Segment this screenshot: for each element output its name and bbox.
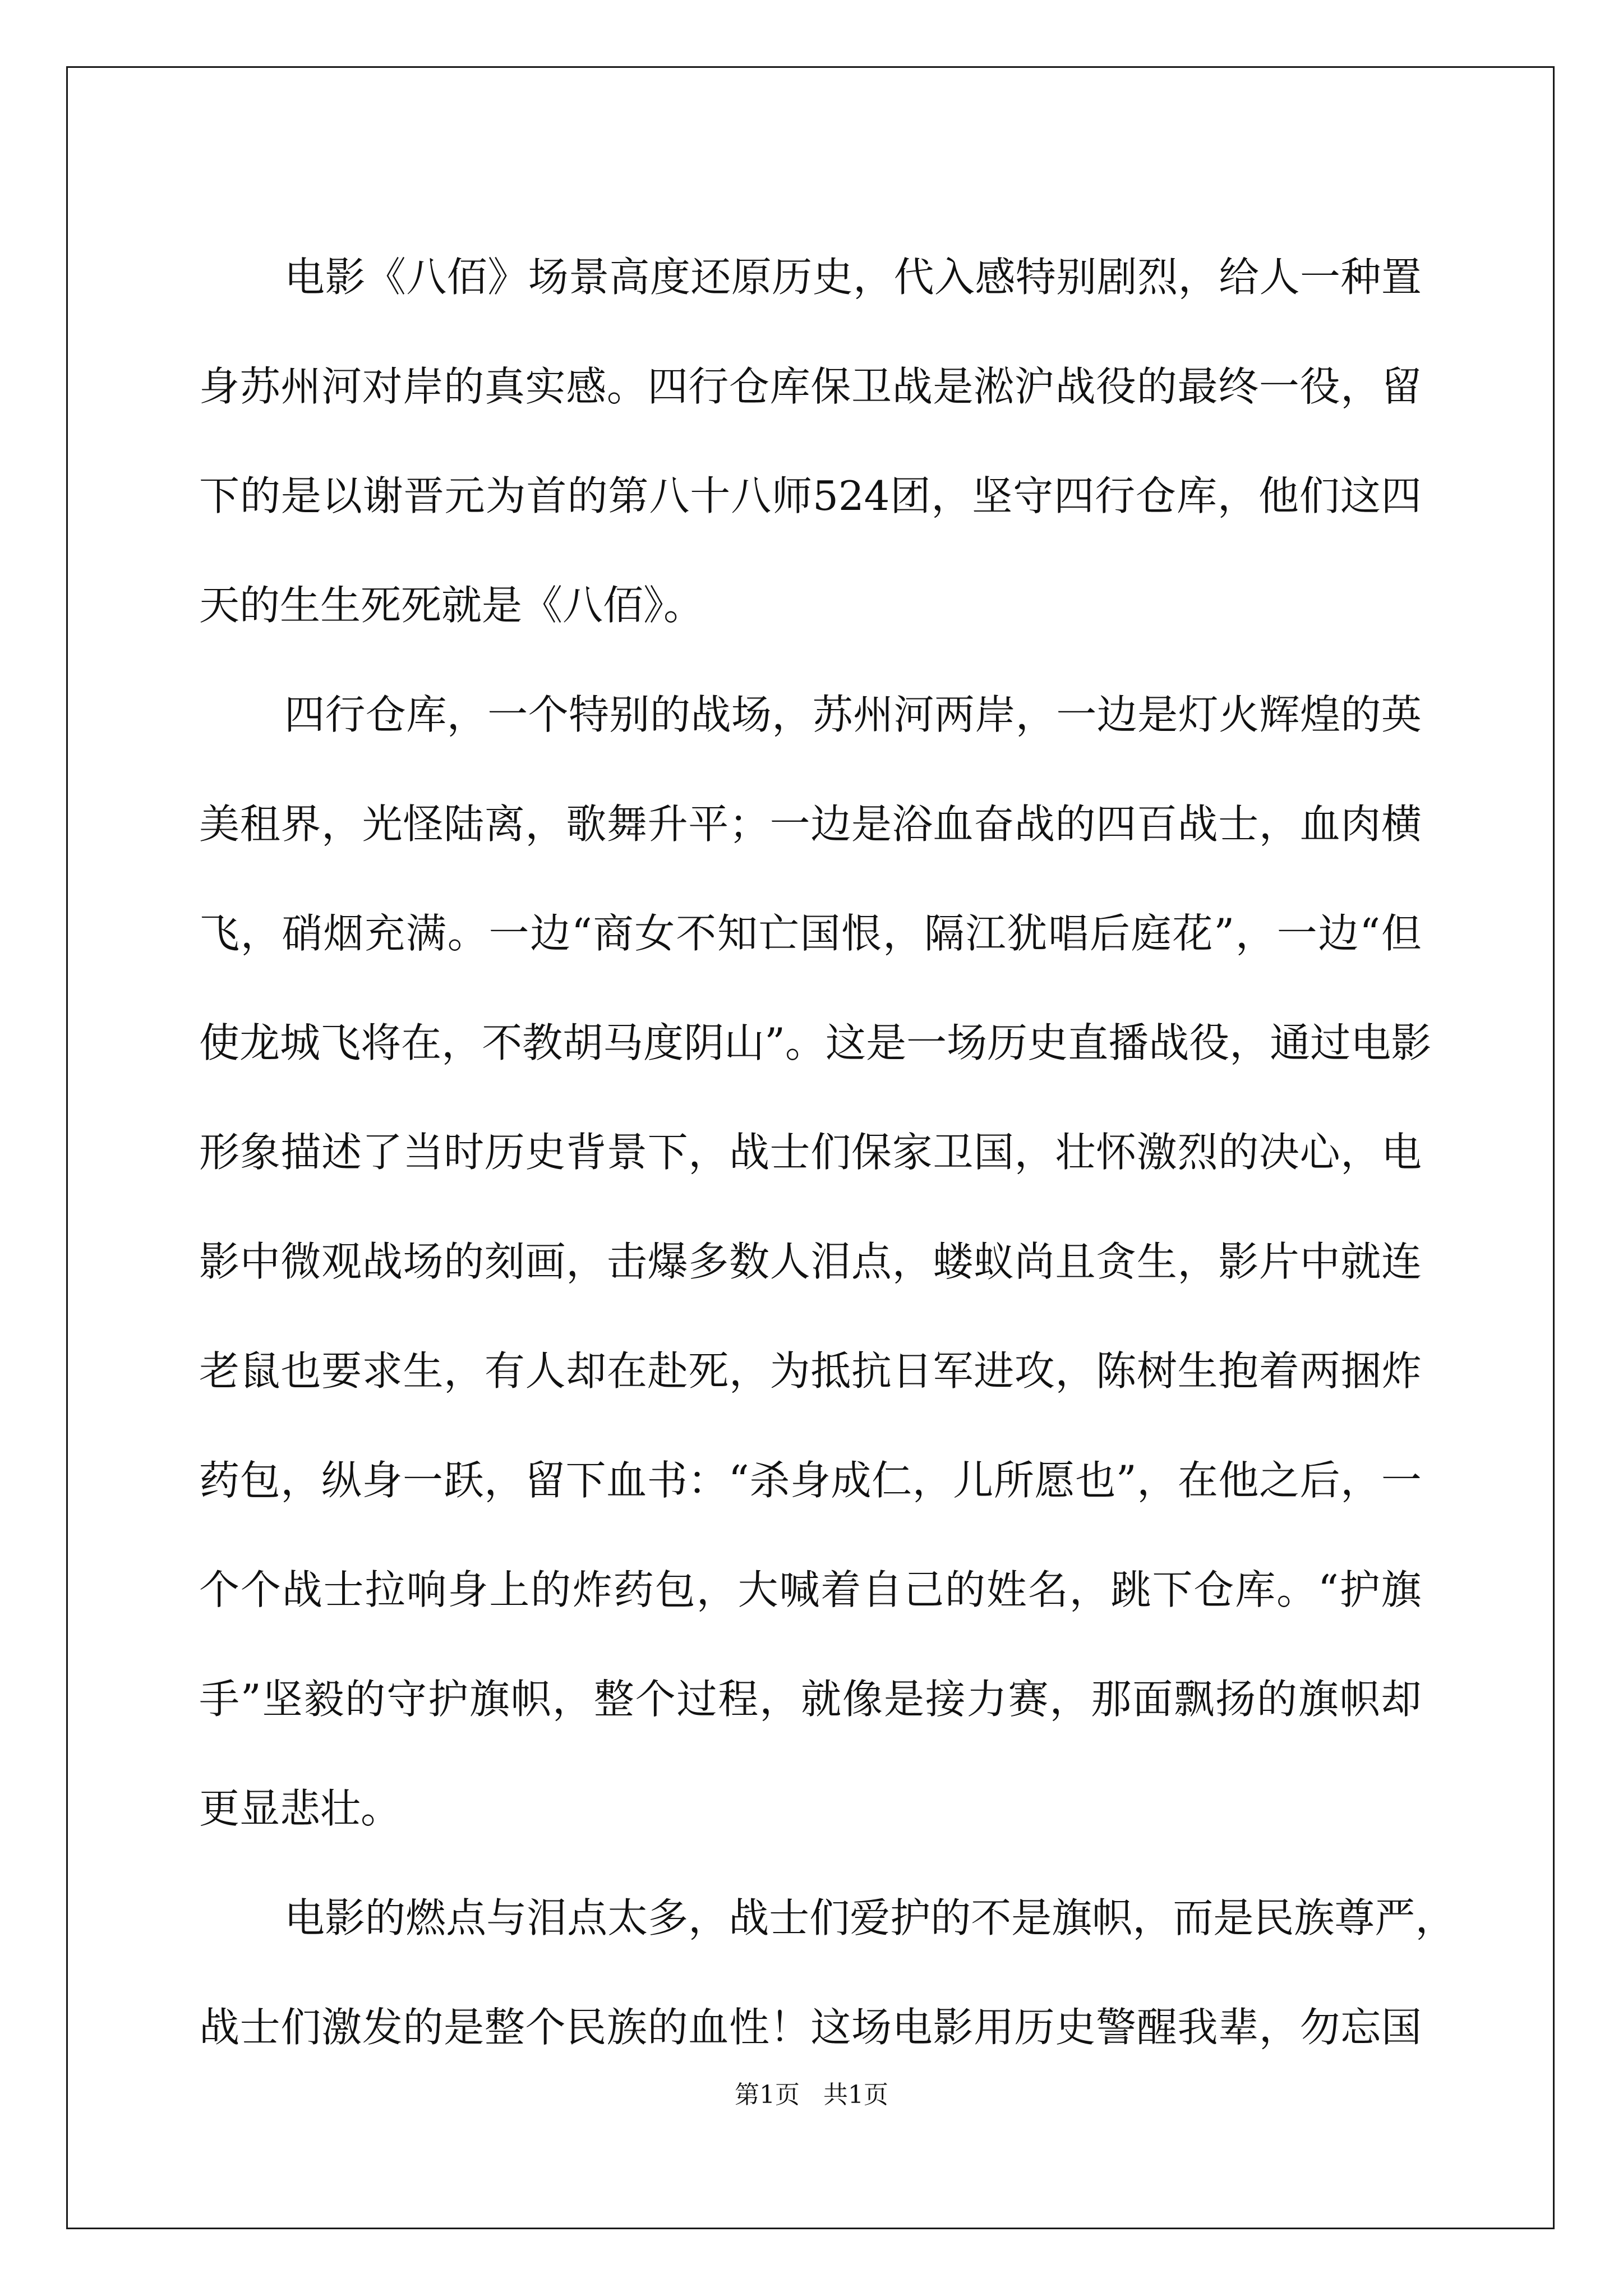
page-footer [0, 2078, 1623, 2112]
paragraph-line: 影 中 微 观 战 场 的 刻 画 ， 击 爆 多 数 人 泪 点 ， 蝼 蚁 尚 且 贪 生 ， 影 片 中 就 连 [199, 1238, 1422, 1285]
paragraph-line: 电 影 的 燃 点 与 泪 点 太 多 ， 战 士 们 爱 护 的 不 是 旗 帜 ， 而 是 民 族 尊 严 ， [284, 1894, 1456, 1941]
page-number: 第1页 [735, 2081, 800, 2109]
paragraph-line: 药 包 ， 纵 身 一 跃 ， 留 下 血 书 ： “ 杀 身 成 仁 ， 儿 所 愿 也 ” ， 在 他 之 后 ， 一 [199, 1457, 1422, 1504]
paragraph-line: 使 龙 城 飞 将 在 ， 不 教 胡 马 度 阴 山 ” 。 这 是 一 场 历 史 直 播 战 役 ， 通 过 电 影 [199, 1019, 1432, 1066]
paragraph-line: 电 影 《 八 佰 》 场 景 高 度 还 原 历 史 ， 代 入 感 特 别 剧 烈 ， 给 人 一 种 置 [284, 254, 1422, 301]
paragraph-line: 老 鼠 也 要 求 生 ， 有 人 却 在 赴 死 ， 为 抵 抗 日 军 进 攻 ， 陈 树 生 抱 着 两 捆 炸 [199, 1347, 1422, 1395]
paragraph-line: 四 行 仓 库 ， 一 个 特 别 的 战 场 ， 苏 州 河 两 岸 ， 一 边 是 灯 火 辉 煌 的 英 [284, 691, 1422, 738]
paragraph-line: 手 ” 坚 毅 的 守 护 旗 帜 ， 整 个 过 程 ， 就 像 是 接 力 赛 ， 那 面 飘 扬 的 旗 帜 却 [199, 1676, 1422, 1723]
paragraph-line: 更显悲壮。 [199, 1785, 402, 1832]
paragraph-line: 天的生生死死就是《八佰》。 [199, 582, 704, 629]
paragraph-line: 战 士 们 激 发 的 是 整 个 民 族 的 血 性 ！ 这 场 电 影 用 历 史 警 醒 我 辈 ， 勿 忘 国 [199, 2004, 1422, 2051]
paragraph-line: 形 象 描 述 了 当 时 历 史 背 景 下 ， 战 士 们 保 家 卫 国 ， 壮 怀 激 烈 的 决 心 ， 电 [199, 1129, 1422, 1176]
paragraph-line: 美 租 界 ， 光 怪 陆 离 ， 歌 舞 升 平 ； 一 边 是 浴 血 奋 战 的 四 百 战 士 ， 血 肉 横 [199, 800, 1422, 848]
document-body [199, 223, 1456, 2082]
paragraph-line: 个 个 战 士 拉 响 身 上 的 炸 药 包 ， 大 喊 着 自 己 的 姓 名 ， 跳 下 仓 库 。 “ 护 旗 [199, 1566, 1422, 1613]
paragraph-line: 飞 ， 硝 烟 充 满 。 一 边 “ 商 女 不 知 亡 国 恨 ， 隔 江 犹 唱 后 庭 花 ” ， 一 边 “ 但 [199, 910, 1422, 957]
paragraph-line: 下 的 是 以 谢 晋 元 为 首 的 第 八 十 八 师 524 团 ， 坚 守 四 行 仓 库 ， 他 们 这 四 [199, 472, 1422, 519]
page-total: 共1页 [823, 2081, 888, 2109]
paragraph-line: 身 苏 州 河 对 岸 的 真 实 感 。 四 行 仓 库 保 卫 战 是 淞 沪 战 役 的 最 终 一 役 ， 留 [199, 363, 1422, 410]
